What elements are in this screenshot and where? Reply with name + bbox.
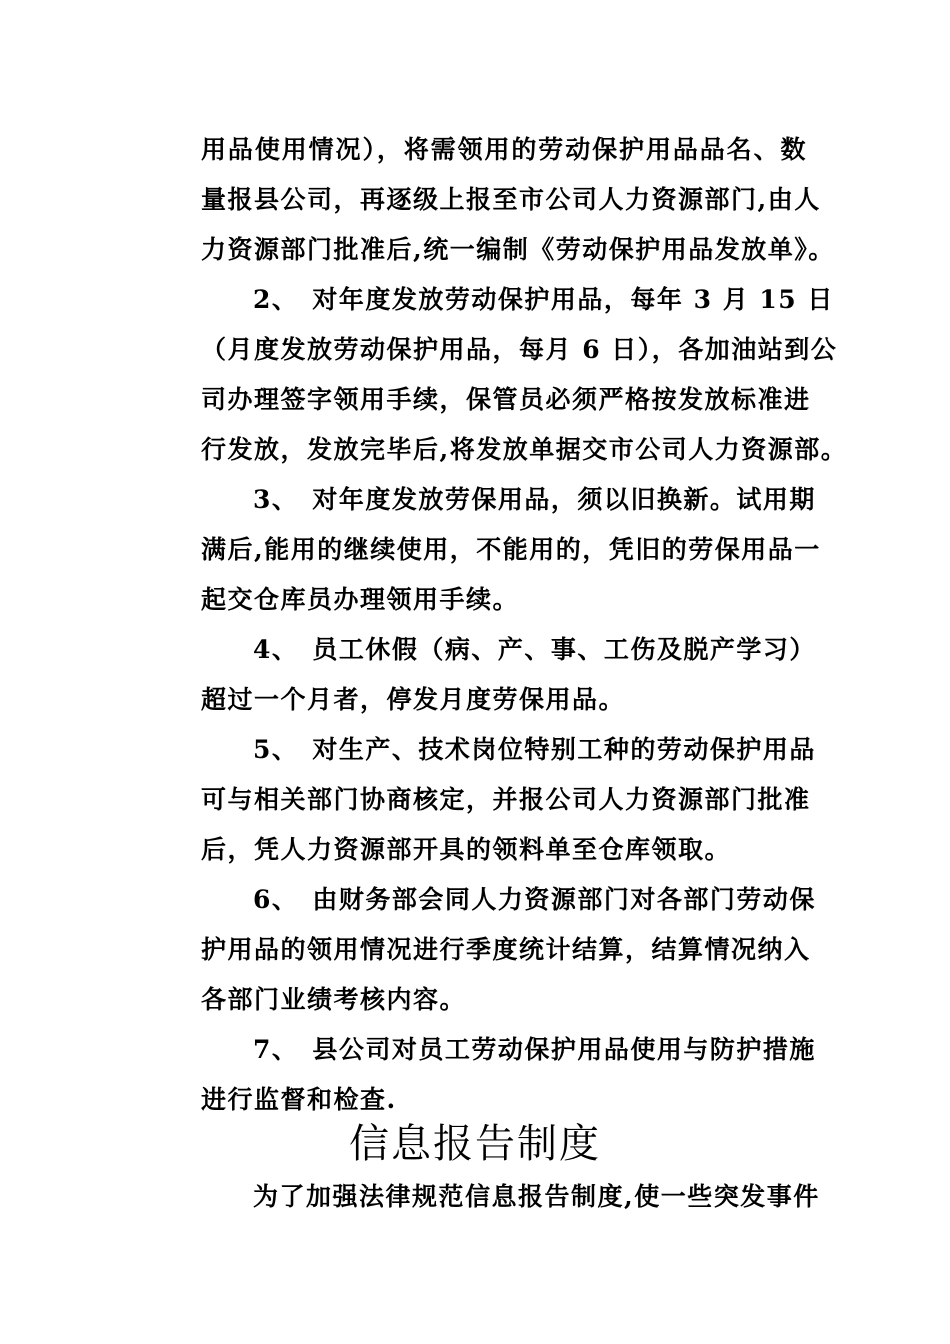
list-item-6-line: 6、 由财务部会同人力资源部门对各部门劳动保 [253,885,816,914]
body-text-line: 起交仓库员办理领用手续。 [201,585,520,614]
list-item-2-line: 2、 对年度发放劳动保护用品，每年 3 月 15 日 [253,285,834,314]
body-text-line: 各部门业绩考核内容。 [201,985,467,1014]
body-text-line: 行发放，发放完毕后,将发放单据交市公司人力资源部。 [201,435,848,464]
body-text-line: 用品使用情况），将需领用的劳动保护用品品名、数 [201,135,807,164]
body-text-line: 量报县公司，再逐级上报至市公司人力资源部门,由人 [201,185,821,214]
body-text-line: 进行监督和检查. [201,1085,397,1114]
body-text-line: 护用品的领用情况进行季度统计结算，结算情况纳入 [201,935,811,964]
list-item-3-line: 3、 对年度发放劳保用品，须以旧换新。试用期 [253,485,816,514]
list-item-5-line: 5、 对生产、技术岗位特别工种的劳动保护用品 [253,735,816,764]
body-text-line: （月度发放劳动保护用品，每月 6 日），各加油站到公 [201,335,838,364]
body-text-line: 后，凭人力资源部开具的领料单至仓库领取。 [201,835,732,864]
list-item-7-line: 7、 县公司对员工劳动保护用品使用与防护措施 [253,1035,816,1064]
body-text-line: 司办理签字领用手续，保管员必须严格按发放标准进 [201,385,811,414]
body-text-line: 超过一个月者，停发月度劳保用品。 [201,685,626,714]
body-text-line: 可与相关部门协商核定，并报公司人力资源部门批准 [201,785,811,814]
list-item-4-line: 4、 员工休假（病、产、事、工伤及脱产学习） [253,635,816,664]
body-text-line: 满后,能用的继续使用，不能用的，凭旧的劳保用品一 [201,535,821,564]
body-text-line: 力资源部门批准后,统一编制《劳动保护用品发放单》。 [201,235,835,264]
intro-paragraph-line: 为了加强法律规范信息报告制度,使一些突发事件 [253,1182,820,1211]
section-heading: 信息报告制度 [349,1121,601,1167]
